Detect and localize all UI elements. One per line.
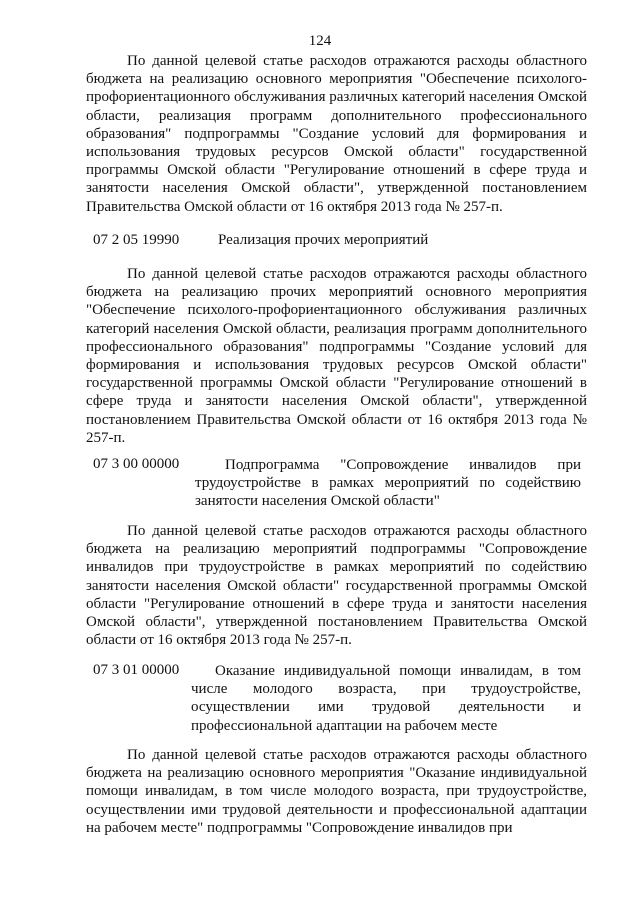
paragraph-1: По данной целевой статье расходов отражаются расходы областного бюджета на реализацию основного мероприятия "Обеспечение психолого-профориентационного обслуживания различных категорий населения Омской области, реализация программ дополнительного профессионального образования" подпрограммы "Создание условий для формирования и использования трудовых ресурсов Омской области" государственной программы Омской области "Регулирование отношений в сфере труда и занятости населения Омской области", утвержденной постановлением Правительства Омской области от 16 октября 2013 года № 257-п. [86,53,587,215]
paragraph-4: По данной целевой статье расходов отражаются расходы областного бюджета на реализацию основного мероприятия "Оказание индивидуальной помощи инвалидам, в том числе молодого возраста, при трудоустройстве, осуществлении ими трудовой деятельности и профессиональной адаптации на рабочем месте" подпрограммы "Сопровождение инвалидов при [86,747,587,836]
section-code-3: 07 3 01 00000 [93,662,180,678]
paragraph-2: По данной целевой статье расходов отражаются расходы областного бюджета на реализацию прочих мероприятий основного мероприятия "Обеспечение психолого-профориентационного обслуживания различных категорий населения Омской области, реализация программ дополнительного профессионального образования" подпрограммы "Создание условий для формирования и использования трудовых ресурсов Омской области" государственной программы Омской области "Регулирование отношений в сфере труда и занятости населения Омской области", утвержденной постановлением Правительства Омской области от 16 октября 2013 года № 257-п. [86,266,587,446]
paragraph-3: По данной целевой статье расходов отражаются расходы областного бюджета на реализацию мероприятий подпрограммы "Сопровождение инвалидов при трудоустройстве в рамках мероприятий по содействию занятости населения Омской области" государственной программы Омской области "Регулирование отношений в сфере труда и занятости населения Омской области", утвержденной постановлением Правительства Омской области от 16 октября 2013 года № 257-п. [86,523,587,649]
page-number: 124 [308,33,332,49]
section-title-1: Реализация прочих мероприятий [218,232,429,248]
section-title-2: Подпрограмма "Сопровождение инвалидов при трудоустройстве в рамках мероприятий по содействию занятости населения Омской области" [195,457,581,510]
section-code-2: 07 3 00 00000 [93,456,180,472]
section-code-1: 07 2 05 19990 [93,232,180,248]
section-title-3: Оказание индивидуальной помощи инвалидам, в том числе молодого возраста, при трудоустройстве, осуществлении ими трудовой деятельности и профессиональной адаптации на рабочем месте [191,663,581,734]
